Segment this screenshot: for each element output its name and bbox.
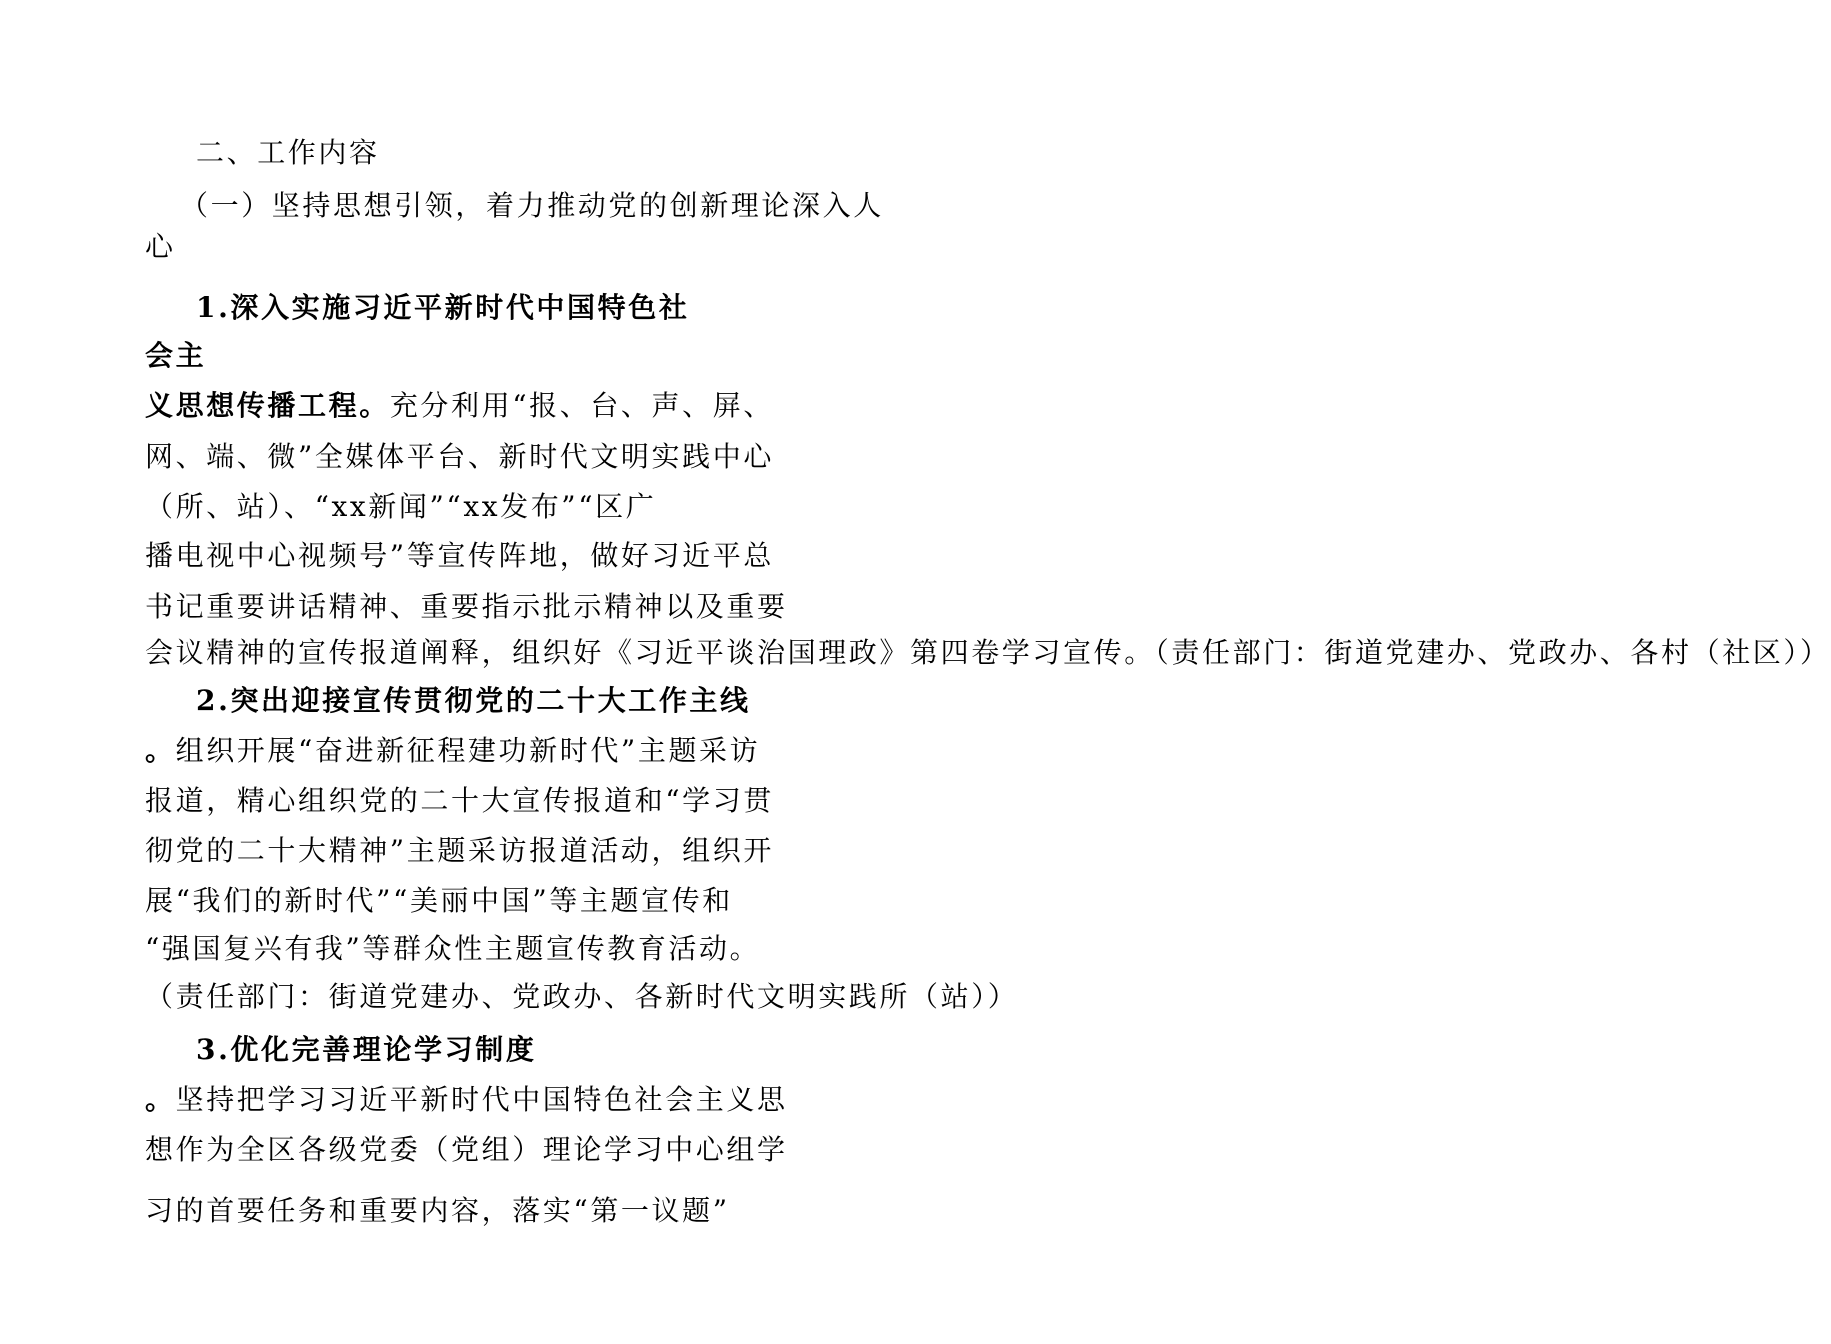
text-line	[0, 283, 950, 333]
text-line	[0, 876, 950, 926]
paragraph-text: 组织开展“奋进新征程建功新时代”主题采访	[175, 734, 761, 767]
text-line	[0, 924, 950, 974]
text-line	[0, 531, 950, 581]
item-title-text: 。	[145, 1083, 176, 1116]
item-title-text: 义思想传播工程。	[145, 389, 390, 422]
text-line	[0, 972, 1019, 1022]
text-line	[0, 1075, 950, 1125]
paragraph-text: （责任部门：街道党建办、党政办、各新时代文明实践所（站））	[145, 980, 1019, 1013]
paragraph-text: 二、工作内容	[196, 136, 380, 169]
item-title-text: 2.突出迎接宣传贯彻党的二十大工作主线	[196, 684, 751, 717]
text-line	[0, 222, 950, 272]
paragraph-text: 报道，精心组织党的二十大宣传报道和“学习贯	[145, 784, 774, 817]
paragraph-text: 网、端、微”全媒体平台、新时代文明实践中心	[145, 440, 774, 473]
paragraph-text: 书记重要讲话精神、重要指示批示精神以及重要	[145, 590, 788, 623]
paragraph-text: （所、站）、“xx新闻”“xx发布”“区广	[145, 490, 657, 523]
paragraph-text: 坚持把学习习近平新时代中国特色社会主义思	[175, 1083, 788, 1116]
text-line	[0, 1186, 950, 1236]
paragraph-text: 充分利用“报、台、声、屏、	[389, 389, 774, 422]
text-line	[0, 331, 950, 381]
item-title-text: 1.深入实施习近平新时代中国特色社	[196, 291, 690, 324]
item-title-text: 会主	[145, 339, 207, 372]
text-line	[0, 676, 950, 726]
paragraph-text: 想作为全区各级党委（党组）理论学习中心组学	[145, 1133, 788, 1166]
paragraph-text: 会议精神的宣传报道阐释，组织好《习近平谈治国理政》第四卷学习宣传。（责任部门：街道党建办、党政办、各村（社区））	[145, 636, 1831, 669]
text-line	[0, 1125, 950, 1175]
text-line	[0, 432, 950, 482]
text-line	[0, 726, 950, 776]
text-line	[0, 776, 950, 826]
item-title-text: 。	[145, 734, 176, 767]
paragraph-text: （一）坚持思想引领，着力推动党的创新理论深入人	[180, 189, 884, 222]
text-line	[0, 628, 1831, 678]
paragraph-text: 习的首要任务和重要内容，落实“第一议题”	[145, 1194, 730, 1228]
paragraph-text: “强国复兴有我”等群众性主题宣传教育活动。	[145, 932, 761, 965]
text-line	[0, 1025, 950, 1075]
text-line	[0, 128, 950, 178]
text-line	[0, 482, 950, 532]
item-title-text: 3.优化完善理论学习制度	[196, 1033, 537, 1066]
text-line	[0, 582, 950, 632]
text-line	[0, 826, 950, 876]
paragraph-text: 展“我们的新时代”“美丽中国”等主题宣传和	[145, 884, 733, 917]
paragraph-text: 播电视中心视频号”等宣传阵地，做好习近平总	[145, 539, 774, 572]
paragraph-text: 心	[145, 230, 176, 263]
text-line	[0, 381, 950, 431]
paragraph-text: 彻党的二十大精神”主题采访报道活动，组织开	[145, 834, 774, 867]
